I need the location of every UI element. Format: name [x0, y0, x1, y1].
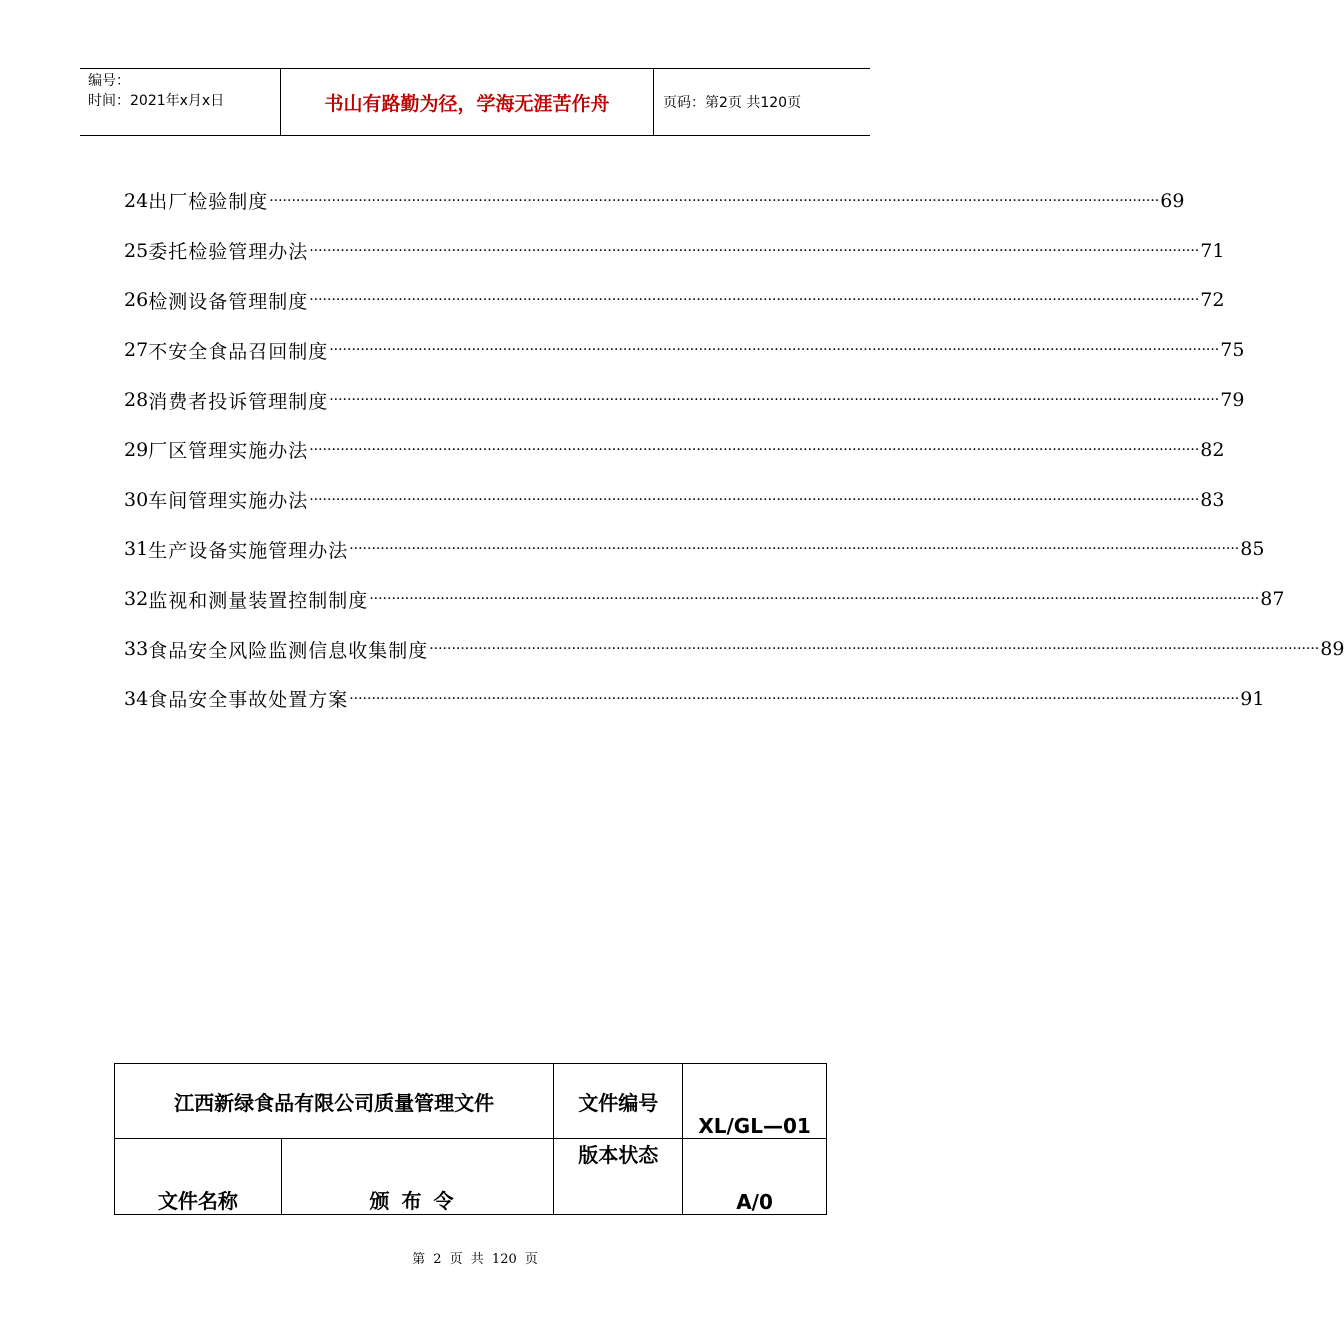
- toc-entry-page: 85: [1240, 538, 1265, 561]
- toc-leader-dots: ········································································································································································································: [309, 292, 1200, 309]
- toc-entry-number: 26: [124, 289, 149, 312]
- toc-leader-dots: ········································································································································································································: [369, 591, 1260, 608]
- header-number-label: 编号：: [88, 73, 130, 89]
- toc-entry-page: 72: [1200, 289, 1225, 312]
- toc-entry-number: 28: [124, 389, 149, 412]
- toc-entry-title: 检测设备管理制度: [148, 290, 309, 313]
- toc-entry-number: 24: [124, 189, 149, 212]
- toc-entry: [124, 574, 1285, 624]
- version-status-value: A/0: [683, 1139, 827, 1215]
- toc-entry: [124, 276, 1225, 326]
- toc-entry-page: 83: [1200, 488, 1225, 511]
- toc-entry-page: 71: [1200, 239, 1225, 262]
- document-name-value: 颁布令: [281, 1139, 554, 1215]
- document-code-value: XL/GL—01: [683, 1064, 827, 1139]
- toc-entry-number: 34: [124, 687, 149, 710]
- toc-leader-dots: ········································································································································································································: [329, 342, 1220, 359]
- toc-entry: [124, 176, 1185, 226]
- toc-entry-page: 89: [1320, 638, 1344, 661]
- toc-leader-dots: ········································································································································································································: [329, 392, 1220, 409]
- toc-entry-page: 69: [1160, 189, 1185, 212]
- header-page-info: 页码：第2页 共120页: [663, 95, 802, 111]
- company-document-title: 江西新绿食品有限公司质量管理文件: [115, 1064, 554, 1139]
- toc-entry-title: 车间管理实施办法: [148, 490, 309, 513]
- toc-entry-number: 30: [124, 488, 149, 511]
- toc-entry: [124, 226, 1225, 276]
- page-header: [80, 68, 870, 136]
- toc-entry-number: 27: [124, 339, 149, 362]
- toc-entry-title: 出厂检验制度: [148, 191, 269, 214]
- toc-leader-dots: ········································································································································································································: [309, 242, 1200, 259]
- toc-entry-title: 食品安全风险监测信息收集制度: [148, 639, 429, 662]
- document-code-label: 文件编号: [554, 1064, 683, 1139]
- toc-entry-title: 厂区管理实施办法: [148, 440, 309, 463]
- page-footer: 第 2 页 共 120 页: [412, 1252, 538, 1267]
- header-meta: [80, 69, 281, 135]
- toc-entry: [124, 525, 1265, 575]
- toc-entry-page: 75: [1220, 339, 1245, 362]
- toc-leader-dots: ········································································································································································································: [309, 491, 1200, 508]
- version-status-label: 版本状态: [554, 1139, 683, 1215]
- toc-leader-dots: ········································································································································································································: [269, 192, 1160, 209]
- toc-entry: [124, 375, 1245, 425]
- toc-entry: [124, 674, 1265, 724]
- document-name-label: 文件名称: [115, 1139, 282, 1215]
- toc-leader-dots: ········································································································································································································: [309, 441, 1200, 458]
- document-info-table: [114, 1063, 827, 1215]
- toc-entry-number: 29: [124, 438, 149, 461]
- toc-entry-title: 委托检验管理办法: [148, 241, 309, 264]
- toc-entry-title: 食品安全事故处置方案: [148, 689, 349, 712]
- toc-entry-number: 31: [124, 538, 149, 561]
- header-motto: 书山有路勤为径，学海无涯苦作舟: [281, 69, 654, 135]
- toc-entry-page: 87: [1260, 588, 1285, 611]
- table-of-contents: [124, 176, 1344, 724]
- toc-entry-title: 监视和测量装置控制制度: [148, 589, 369, 612]
- toc-entry-title: 消费者投诉管理制度: [148, 390, 329, 413]
- toc-entry-title: 生产设备实施管理办法: [148, 539, 349, 562]
- toc-entry-page: 91: [1240, 687, 1265, 710]
- toc-leader-dots: ········································································································································································································: [349, 690, 1240, 707]
- toc-entry: [124, 475, 1225, 525]
- toc-leader-dots: ········································································································································································································: [349, 541, 1240, 558]
- toc-entry-page: 79: [1220, 389, 1245, 412]
- toc-entry-number: 33: [124, 638, 149, 661]
- toc-leader-dots: ········································································································································································································: [429, 641, 1320, 658]
- toc-entry-page: 82: [1200, 438, 1225, 461]
- toc-entry: [124, 425, 1225, 475]
- toc-entry-title: 不安全食品召回制度: [148, 340, 329, 363]
- toc-entry-number: 25: [124, 239, 149, 262]
- toc-entry-number: 32: [124, 588, 149, 611]
- toc-entry: [124, 624, 1344, 674]
- header-time-label: 时间：2021年x月x日: [88, 93, 225, 109]
- toc-entry: [124, 325, 1245, 375]
